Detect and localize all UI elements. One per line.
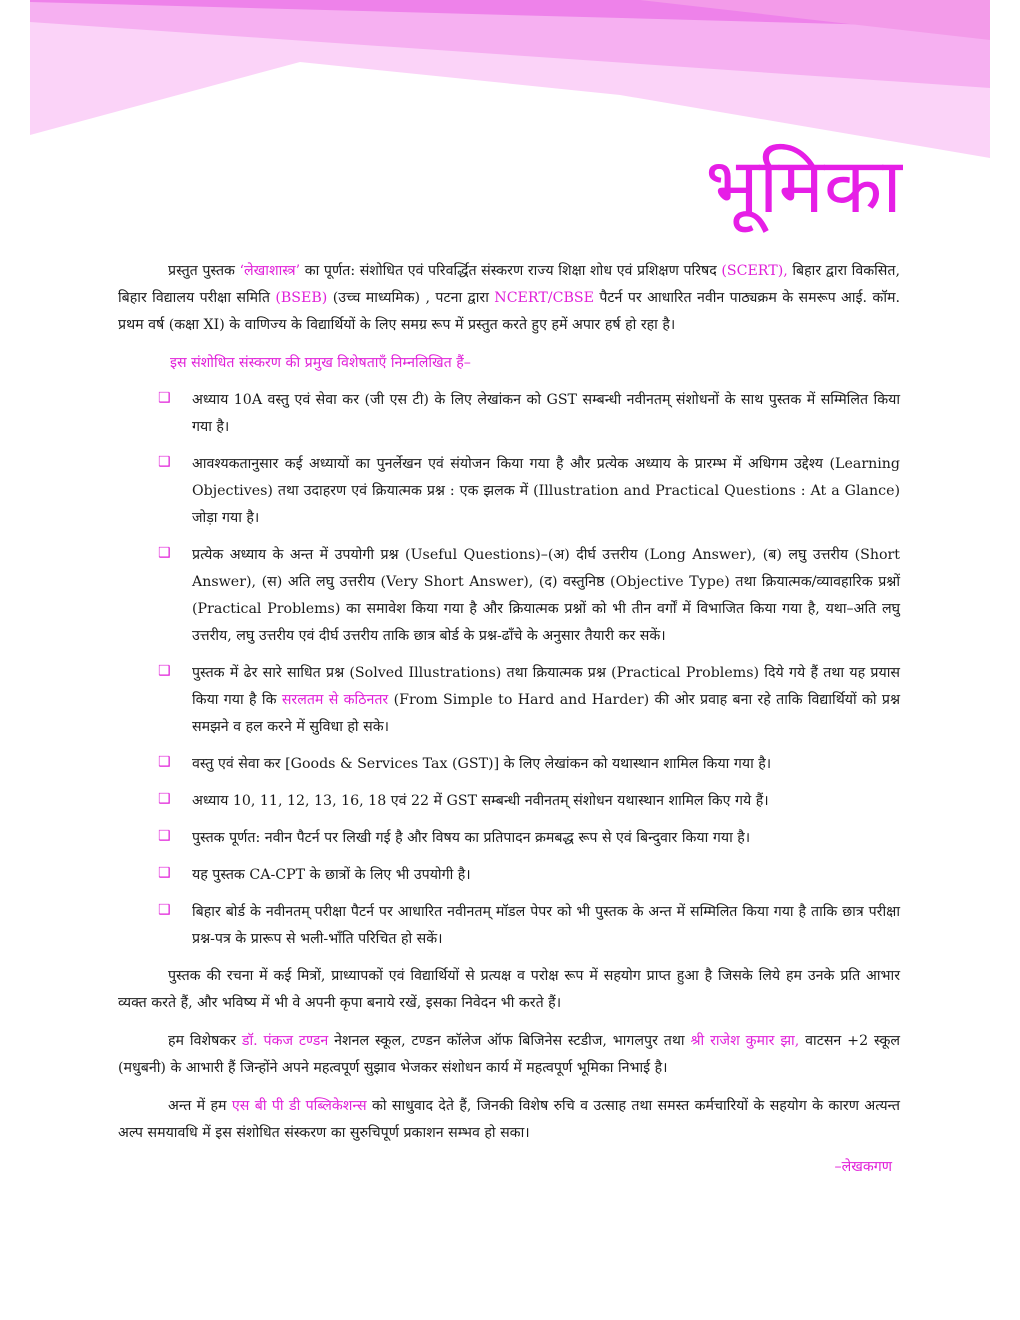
features-list bbox=[118, 387, 900, 953]
preface-body bbox=[118, 258, 900, 1192]
list-item: ❑ बिहार बोर्ड के नवीनतम् परीक्षा पैटर्न पर आधारित नवीनतम् मॉडल पेपर को भी पुस्तक के अन्त में सम्मिलित किया गया है ताकि छात्र परीक्षा प्रश्न-पत्र के प्रारूप से भली-भाँति परिचित हो सकें। bbox=[158, 902, 900, 947]
list-item: ❑ अध्याय 10, 11, 12, 13, 16, 18 एवं 22 में GST सम्बन्धी नवीनतम् संशोधन यथास्थान शामिल किए गये हैं। bbox=[158, 791, 769, 809]
checkbox-bullet-icon: ❑ bbox=[158, 902, 171, 918]
checkbox-bullet-icon: ❑ bbox=[158, 390, 171, 406]
list-item: ❑ अध्याय 10A वस्तु एवं सेवा कर (जी एस टी) के लिए लेखांकन को GST सम्बन्धी नवीनतम् संशोधनों के साथ पुस्तक में सम्मिलित किया गया है। bbox=[158, 390, 900, 435]
checkbox-bullet-icon: ❑ bbox=[158, 454, 171, 470]
checkbox-bullet-icon: ❑ bbox=[158, 545, 171, 561]
checkbox-bullet-icon: ❑ bbox=[158, 828, 171, 844]
author-signature: –लेखकगण bbox=[834, 1159, 892, 1175]
bseb-label: (BSEB) bbox=[275, 290, 328, 306]
list-item: ❑ आवश्यकतानुसार कई अध्यायों का पुनर्लेखन एवं संयोजन किया गया है और प्रत्येक अध्याय के प्रारम्भ में अधिगम उद्देश्य (Learning Objectives) तथा उदाहरण एवं क्रियात्मक प्रश्न : एक झलक में (Illustration and Practical Questions : At a Glance) जोड़ा गया है। bbox=[158, 454, 900, 526]
contributor-name-1: डॉ. पंकज टण्डन bbox=[241, 1033, 329, 1049]
scert-label: (SCERT), bbox=[721, 263, 788, 279]
book-name: ‘लेखाशास्त्र’ bbox=[239, 263, 301, 279]
ncert-label: NCERT/CBSE bbox=[494, 290, 594, 306]
checkbox-bullet-icon: ❑ bbox=[158, 865, 171, 881]
features-heading: इस संशोधित संस्करण की प्रमुख विशेषताएँ निम्नलिखित हैं– bbox=[170, 355, 471, 371]
list-item: ❑ प्रत्येक अध्याय के अन्त में उपयोगी प्रश्न (Useful Questions)–(अ) दीर्घ उत्तरीय (Long Answer), (ब) लघु उत्तरीय (Short Answer), (स) अति लघु उत्तरीय (Very Short Answer), (द) वस्तुनिष्ठ (Objective Type) तथा क्रियात्मक/व्यावहारिक प्रश्नों (Practical Problems) का समावेश किया गया है और क्रियात्मक प्रश्नों को भी तीन वर्गों में विभाजित किया गया है, यथा–अति लघु उत्तरीय, लघु उत्तरीय एवं दीर्घ उत्तरीय ताकि छात्र बोर्ड के प्रश्न-ढाँचे के अनुसार तैयारी कर सकें। bbox=[158, 545, 900, 644]
list-item: ❑ वस्तु एवं सेवा कर [Goods & Services Tax (GST)] के लिए लेखांकन को यथास्थान शामिल किया गया है। bbox=[158, 754, 772, 772]
page-title: भूमिका bbox=[705, 141, 902, 230]
publisher-thanks-paragraph: अन्त में हम एस बी पी डी पब्लिकेशन्स को साधुवाद देते हैं, जिनकी विशेष रुचि व उत्साह तथा समस्त कर्मचारियों के सहयोग के कारण अत्यन्त अल्प समयावधि में इस संशोधित संस्करण का सुरुचिपूर्ण प्रकाशन सम्भव हो सका। bbox=[118, 1098, 900, 1141]
list-item: ❑ पुस्तक पूर्णत: नवीन पैटर्न पर लिखी गई है और विषय का प्रतिपादन क्रमबद्ध रूप से एवं बिन्दुवार किया गया है। bbox=[158, 828, 751, 846]
intro-paragraph: प्रस्तुत पुस्तक ‘लेखाशास्त्र’ का पूर्णत: संशोधित एवं परिवर्द्धित संस्करण राज्य शिक्षा शोध एवं प्रशिक्षण परिषद (SCERT), बिहार द्वारा विकसित, बिहार विद्यालय परीक्षा समिति (BSEB) (उच्च माध्यमिक) , पटना द्वारा NCERT/CBSE पैटर्न पर आधारित नवीन पाठ्यक्रम के समरूप आई. कॉम. प्रथम वर्ष (कक्षा XI) के वाणिज्य के विद्यार्थियों के लिए समग्र रूप में प्रस्तुत करते हुए हमें अपार हर्ष हो रहा है। bbox=[118, 263, 900, 333]
checkbox-bullet-icon: ❑ bbox=[158, 754, 171, 770]
special-thanks-paragraph: हम विशेषकर डॉ. पंकज टण्डन नेशनल स्कूल, टण्डन कॉलेज ऑफ बिजिनेस स्टडीज, भागलपुर तथा श्री राजेश कुमार झा, वाटसन +2 स्कूल (मधुबनी) के आभारी हैं जिन्होंने अपने महत्वपूर्ण सुझाव भेजकर संशोधन कार्य में महत्वपूर्ण भूमिका निभाई है। bbox=[118, 1033, 901, 1076]
checkbox-bullet-icon: ❑ bbox=[158, 791, 171, 807]
list-item: ❑ पुस्तक में ढेर सारे साधित प्रश्न (Solved Illustrations) तथा क्रियात्मक प्रश्न (Practical Problems) दिये गये हैं तथा यह प्रयास किया गया है कि सरलतम से कठिनतर (From Simple to Hard and Harder) की ओर प्रवाह बना रहे ताकि विद्यार्थियों को प्रश्न समझने व हल करने में सुविधा हो सके। bbox=[158, 663, 900, 735]
simple-to-hard-highlight: सरलतम से कठिनतर bbox=[281, 692, 389, 708]
publisher-name: एस बी पी डी पब्लिकेशन्स bbox=[231, 1098, 367, 1114]
checkbox-bullet-icon: ❑ bbox=[158, 663, 171, 679]
contributor-name-2: श्री राजेश कुमार झा, bbox=[690, 1033, 800, 1049]
list-item: ❑ यह पुस्तक CA-CPT के छात्रों के लिए भी उपयोगी है। bbox=[158, 865, 471, 883]
acknowledgement-paragraph: पुस्तक की रचना में कई मित्रों, प्राध्यापकों एवं विद्यार्थियों से प्रत्यक्ष व परोक्ष रूप में सहयोग प्राप्त हुआ है जिसके लिये हम उनके प्रति आभार व्यक्त करते हैं, और भविष्य में भी वे अपनी कृपा बनाये रखें, इसका निवेदन भी करते हैं। bbox=[118, 968, 900, 1011]
